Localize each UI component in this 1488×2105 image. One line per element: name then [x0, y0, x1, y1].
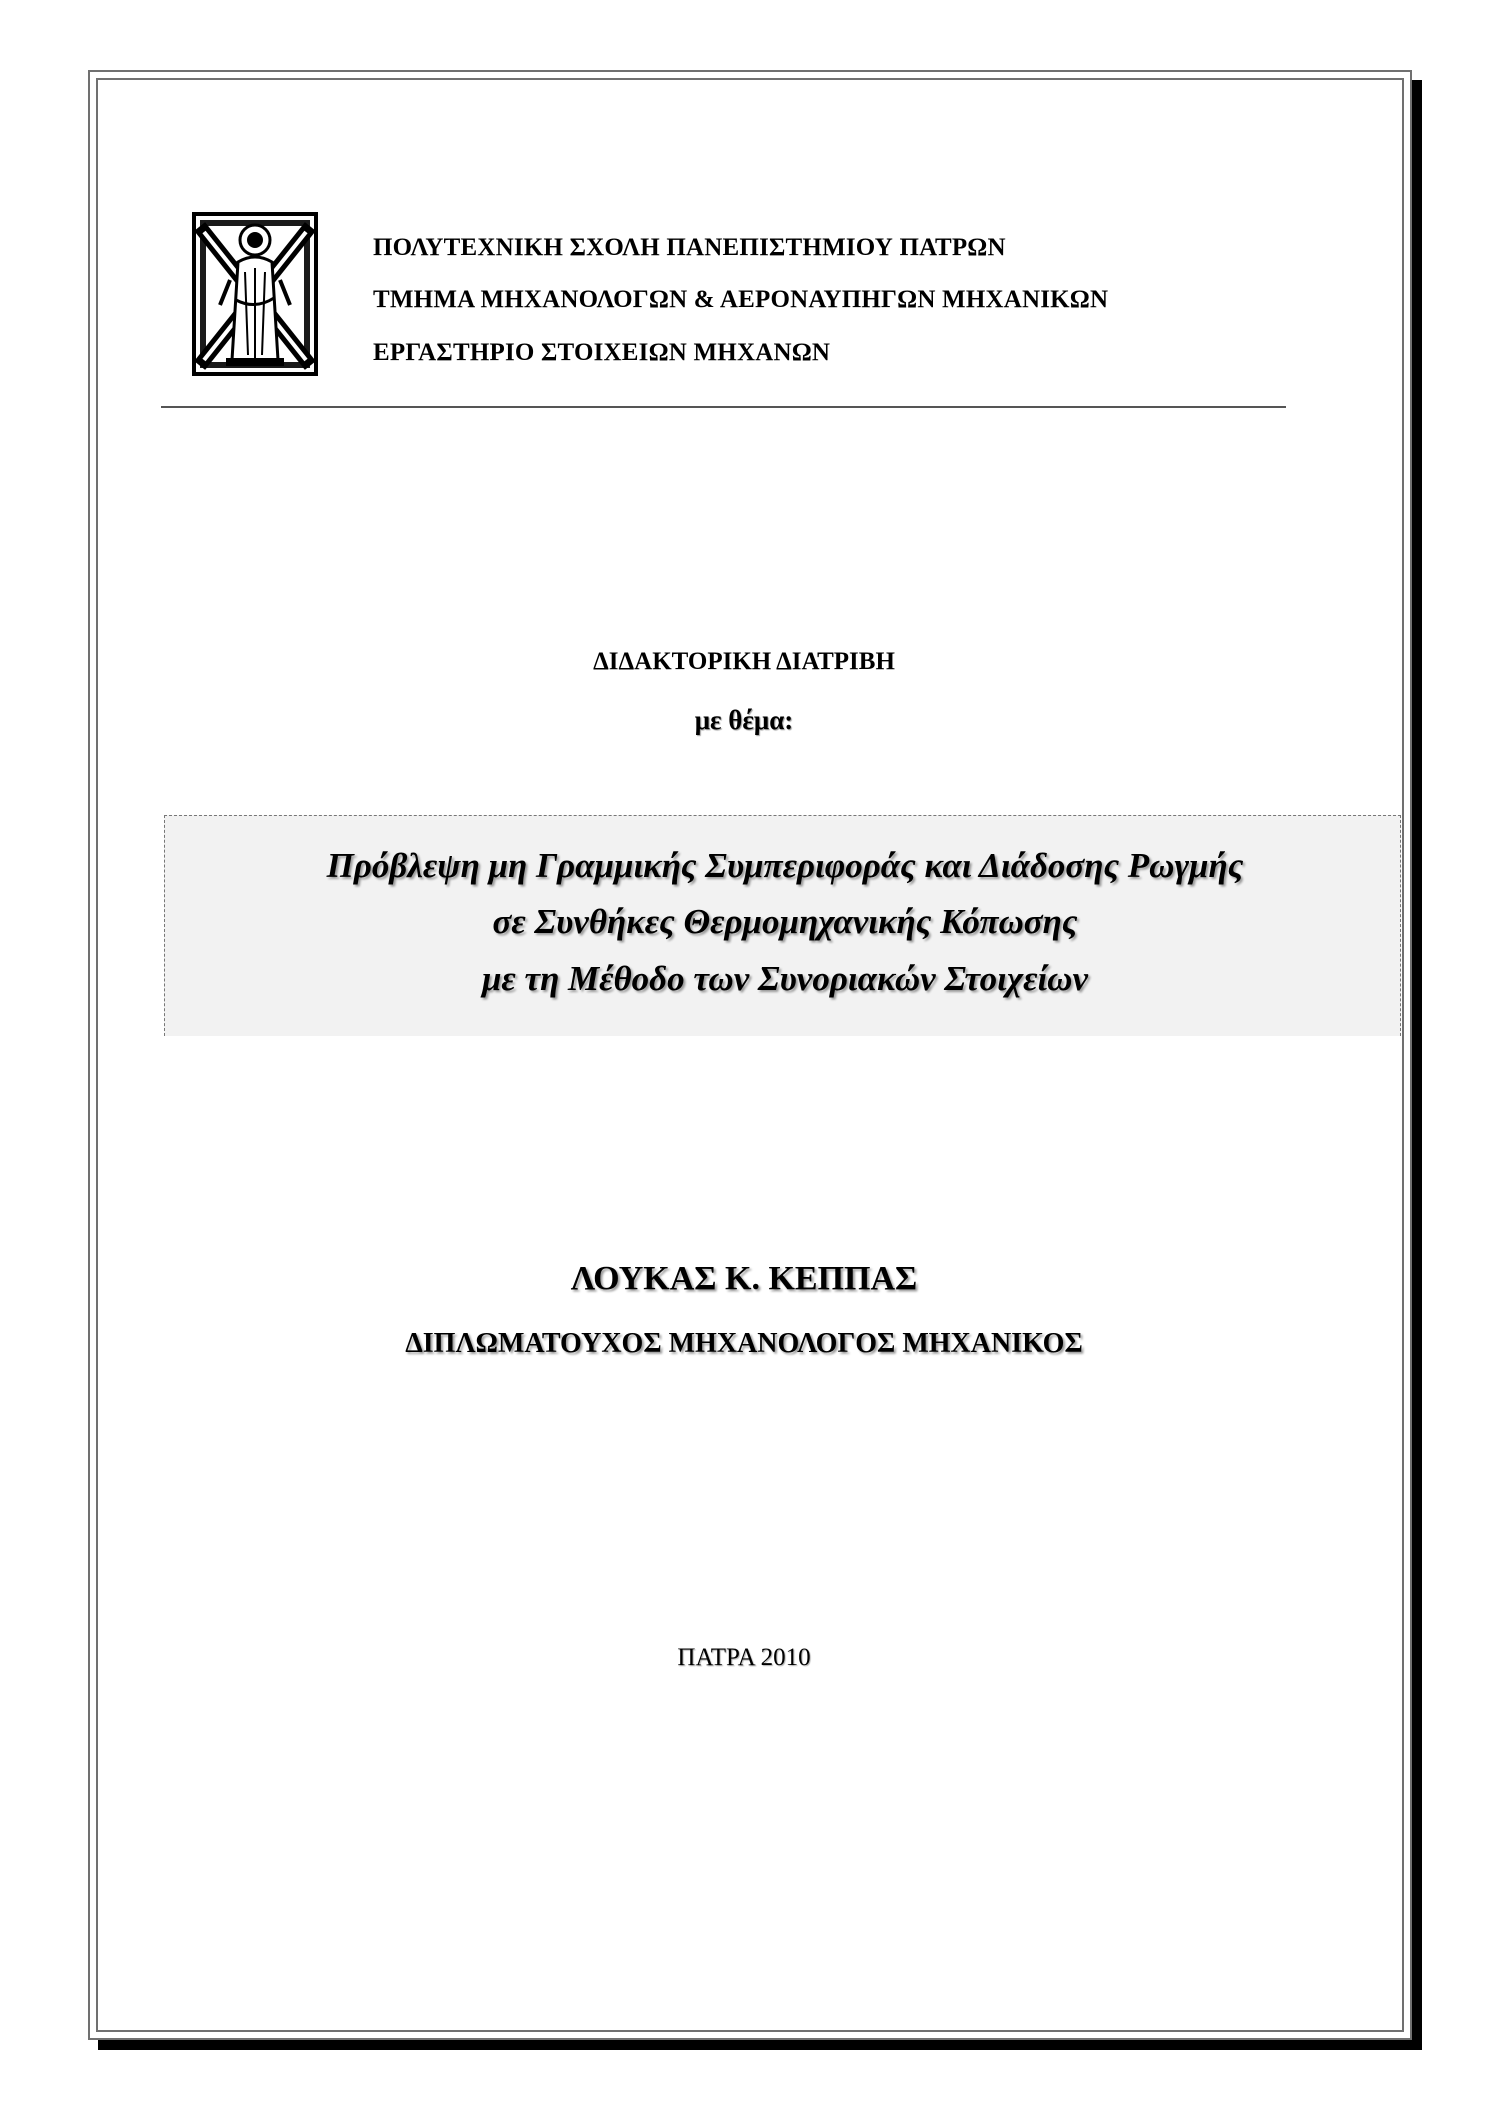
- thesis-title-box: [164, 815, 1401, 1036]
- university-seal-icon: [190, 210, 320, 378]
- institution-laboratory: ΕΡΓΑΣΤΗΡΙΟ ΣΤΟΙΧΕΙΩΝ ΜΗΧΑΝΩΝ: [373, 339, 831, 366]
- institution-school: ΠΟΛΥΤΕΧΝΙΚΗ ΣΧΟΛΗ ΠΑΝΕΠΙΣΤΗΜΙΟΥ ΠΑΤΡΩΝ: [373, 234, 1006, 261]
- header-divider: [161, 406, 1286, 408]
- author-name: ΛΟΥΚΑΣ Κ. ΚΕΠΠΑΣ: [570, 1260, 918, 1297]
- author-degree: ΔΙΠΛΩΜΑΤΟΥΧΟΣ ΜΗΧΑΝΟΛΟΓΟΣ ΜΗΧΑΝΙΚΟΣ: [405, 1328, 1083, 1359]
- document-type: ΔΙΔΑΚΤΟΡΙΚΗ ΔΙΑΤΡΙΒΗ: [593, 648, 895, 675]
- thesis-title-line-2: σε Συνθήκες Θερμομηχανικής Κόπωσης: [492, 902, 1078, 941]
- thesis-title-line-3: με τη Μέθοδο των Συνοριακών Στοιχείων: [481, 959, 1089, 998]
- place-and-year: ΠΑΤΡΑ 2010: [677, 1644, 811, 1671]
- subject-label: με θέμα:: [694, 705, 794, 735]
- institution-department: ΤΜΗΜΑ ΜΗΧΑΝΟΛΟΓΩΝ & ΑΕΡΟΝΑΥΠΗΓΩΝ ΜΗΧΑΝΙΚΩΝ: [373, 286, 1109, 313]
- thesis-title-line-1: Πρόβλεψη μη Γραμμικής Συμπεριφοράς και Διάδοσης Ρωγμής: [326, 846, 1244, 885]
